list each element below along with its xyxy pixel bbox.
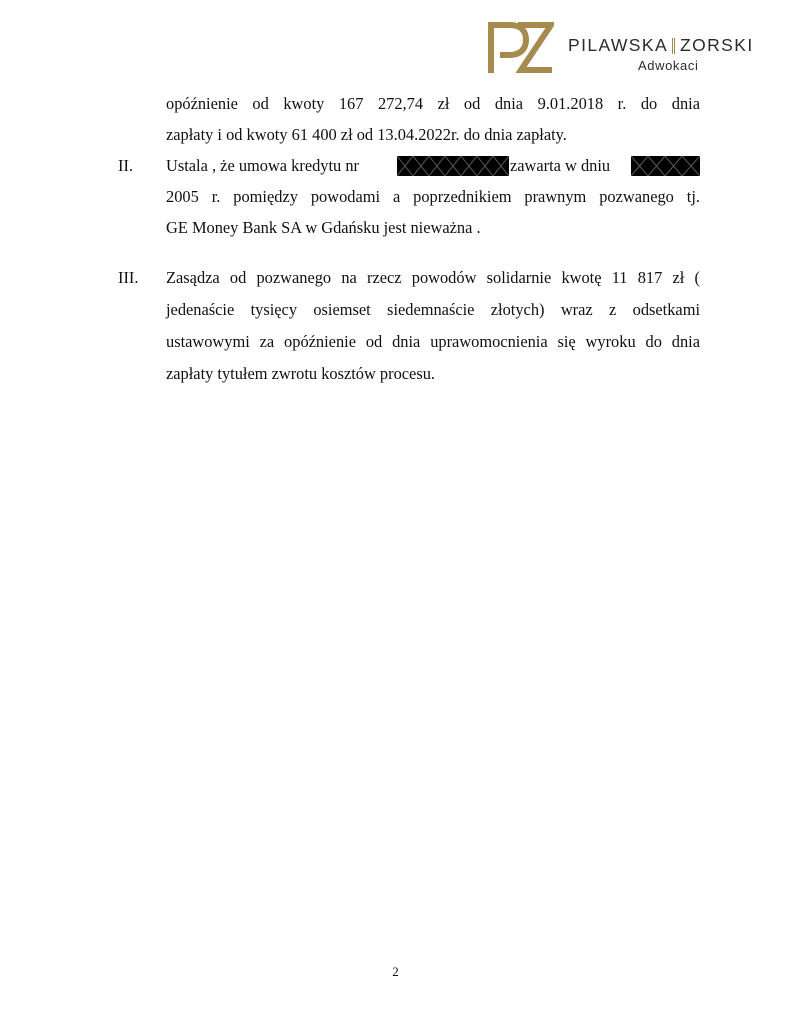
item-II-line-3: GE Money Bank SA w Gdańsku jest nieważna .	[166, 218, 481, 237]
item-III-line-2: jedenaście tysięcy osiemset siedemnaście złotych) wraz z odsetkami	[166, 300, 700, 319]
item-number-III: III.	[118, 268, 139, 287]
firm-name-right: ZORSKI	[680, 35, 754, 55]
continued-line-1: opóźnienie od kwoty 167 272,74 zł od dnia 9.01.2018 r. do dnia	[166, 94, 700, 113]
firm-name-separator	[672, 38, 675, 54]
page-number: 2	[392, 964, 399, 979]
firm-logo	[488, 22, 778, 78]
pz-monogram-icon	[488, 22, 554, 74]
redaction-pattern-icon	[631, 156, 700, 176]
item-number-II: II.	[118, 156, 134, 175]
firm-name-left: PILAWSKA	[568, 35, 669, 55]
continued-line-2: zapłaty i od kwoty 61 400 zł od 13.04.2022r. do dnia zapłaty.	[166, 125, 567, 144]
item-II-line-1-middle: zawarta w dniu	[510, 156, 611, 175]
redaction-block-date	[631, 156, 700, 176]
firm-name	[568, 35, 754, 56]
item-II-line-2: 2005 r. pomiędzy powodami a poprzednikiem prawnym pozwanego tj.	[166, 187, 700, 206]
redaction-block-agreement-number	[397, 156, 509, 176]
firm-subtitle: Adwokaci	[638, 58, 699, 73]
item-III-line-4: zapłaty tytułem zwrotu kosztów procesu.	[166, 364, 436, 383]
item-II-line-1-start: Ustala , że umowa kredytu nr	[166, 156, 359, 175]
redaction-pattern-icon	[397, 156, 509, 176]
item-III-line-1: Zasądza od pozwanego na rzecz powodów solidarnie kwotę 11 817 zł (	[166, 268, 700, 287]
item-III-line-3: ustawowymi za opóźnienie od dnia uprawomocnienia się wyroku do dnia	[166, 332, 700, 351]
